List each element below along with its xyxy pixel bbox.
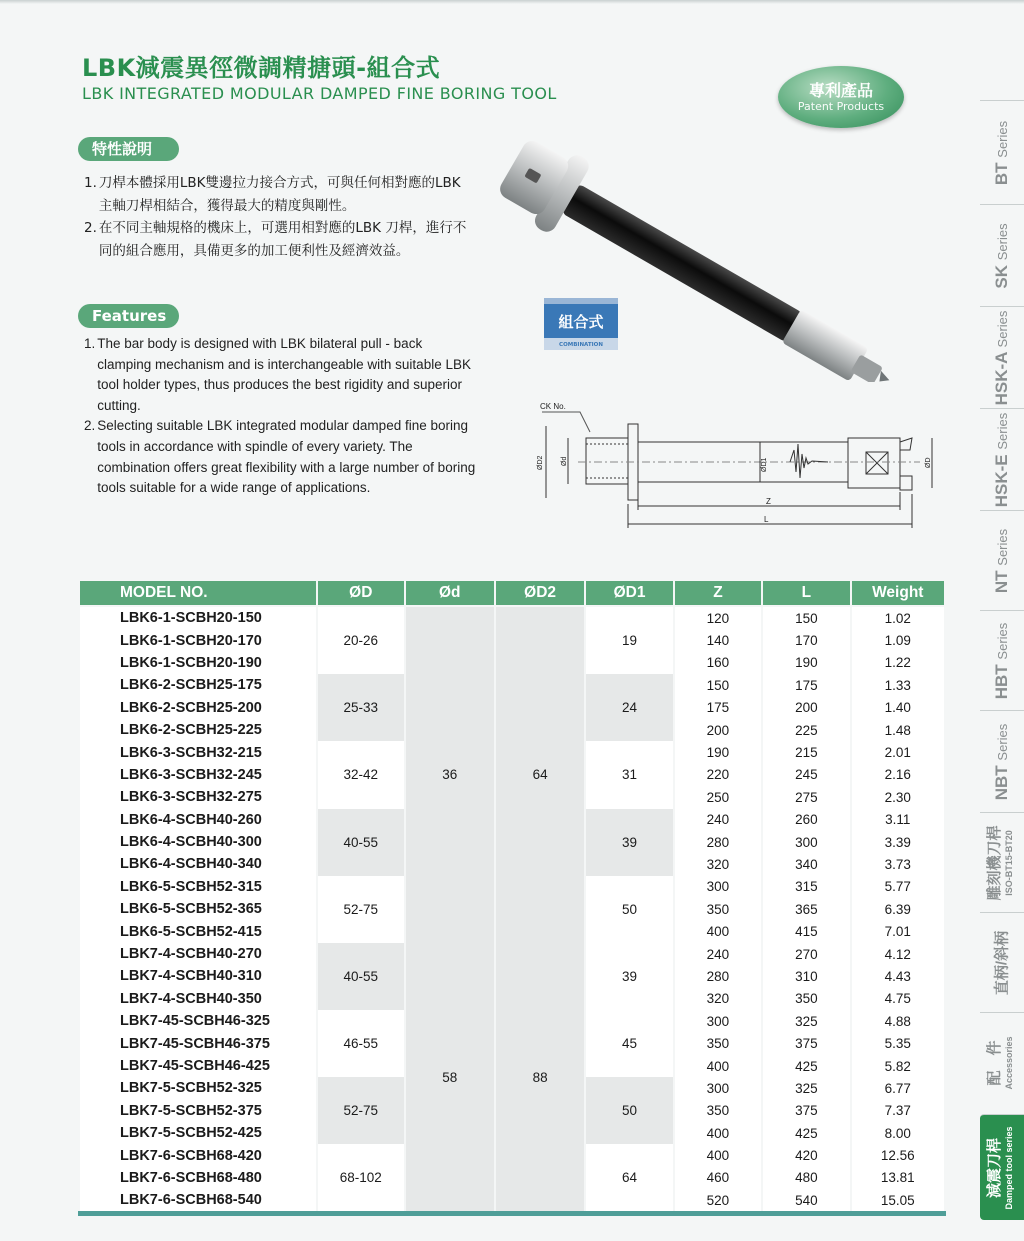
l-cell: 275 (763, 786, 849, 808)
weight-cell: 1.22 (852, 652, 944, 674)
z-cell: 460 (675, 1167, 761, 1189)
tab-label: 雕刻機刀桿 ISO-BT15-BT20 (986, 824, 1014, 901)
item-text: 在不同主軸規格的機床上，可選用相對應的LBK 刀桿，進行不同的組合應用，具備更多的加工便利性及經濟效益。 (98, 220, 467, 259)
features-zh-item (84, 217, 474, 262)
col-header-model: MODEL NO. (80, 581, 316, 607)
z-cell: 350 (675, 898, 761, 920)
tab-label: 配 件 Accessories (986, 1035, 1014, 1090)
item-text: The bar body is designed with LBK bilateral pull - back clamping mechanism and is interchangeable with suitable LBK tool holder types, thus produces the best rigidity and superior cutting. (97, 336, 471, 413)
l-cell: 225 (763, 719, 849, 741)
model-cell: LBK7-5-SCBH52-375 (80, 1100, 316, 1122)
l-cell: 340 (763, 853, 849, 875)
tab-label: BT Series (992, 120, 1011, 185)
l-cell: 260 (763, 809, 849, 831)
item-number: 1. (84, 336, 96, 351)
table-header-row (80, 581, 944, 607)
drawing-l-label: L (764, 515, 769, 524)
D1-cell: 50 (586, 876, 672, 943)
tab-nbt-series[interactable] (980, 710, 1024, 812)
l-cell: 270 (763, 943, 849, 965)
combination-badge (542, 296, 620, 352)
l-cell: 245 (763, 764, 849, 786)
table-row (80, 607, 944, 629)
weight-cell: 5.35 (852, 1032, 944, 1054)
l-cell: 315 (763, 876, 849, 898)
tab-label: HBT Series (992, 622, 1011, 699)
drawing-d-label: Ød (561, 456, 568, 466)
weight-cell: 15.05 (852, 1189, 944, 1211)
weight-cell: 1.33 (852, 674, 944, 696)
l-cell: 150 (763, 607, 849, 629)
tab-hsk-e-series[interactable] (980, 408, 1024, 510)
page-title-en: LBK INTEGRATED MODULAR DAMPED FINE BORING TOOL (82, 84, 557, 103)
col-header-D: ØD (318, 581, 403, 607)
l-cell: 300 (763, 831, 849, 853)
weight-cell: 3.73 (852, 853, 944, 875)
l-cell: 375 (763, 1032, 849, 1054)
z-cell: 280 (675, 831, 761, 853)
D-cell: 52-75 (318, 876, 403, 943)
model-cell: LBK7-4-SCBH40-350 (80, 988, 316, 1010)
drawing-z-label: Z (766, 497, 771, 506)
model-cell: LBK6-4-SCBH40-260 (80, 809, 316, 831)
item-text: Selecting suitable LBK integrated modular damped fine boring tools in accordance with spindle of every variety. The combination offers great flexibility with a large number of boring tools suitable for a wide range of applications. (97, 418, 476, 496)
z-cell: 320 (675, 988, 761, 1010)
weight-cell: 8.00 (852, 1122, 944, 1144)
l-cell: 170 (763, 629, 849, 651)
features-en-list (84, 334, 476, 499)
drawing-d2-label: ØD2 (537, 455, 544, 470)
z-cell: 120 (675, 607, 761, 629)
tab-label: 直柄/斜柄 (993, 930, 1011, 995)
D1-cell: 19 (586, 607, 672, 674)
spec-table (78, 581, 946, 1212)
weight-cell: 4.75 (852, 988, 944, 1010)
drawing-ck-label: CK No. (540, 402, 566, 411)
features-en-item (84, 416, 476, 498)
tab-engraving-holders[interactable] (980, 812, 1024, 912)
model-cell: LBK6-5-SCBH52-365 (80, 898, 316, 920)
model-cell: LBK7-5-SCBH52-425 (80, 1122, 316, 1144)
z-cell: 140 (675, 629, 761, 651)
patent-badge-en: Patent Products (797, 100, 885, 113)
weight-cell: 6.39 (852, 898, 944, 920)
col-header-d: Ød (406, 581, 494, 607)
series-side-nav (980, 100, 1024, 1220)
l-cell: 425 (763, 1055, 849, 1077)
col-header-weight: Weight (852, 581, 944, 607)
l-cell: 480 (763, 1167, 849, 1189)
tab-label: NBT Series (992, 723, 1011, 800)
item-number: 2. (84, 220, 97, 236)
bottom-bar (78, 1211, 946, 1216)
tab-label: HSK-E Series (992, 412, 1011, 507)
model-cell: LBK6-3-SCBH32-215 (80, 741, 316, 763)
weight-cell: 7.01 (852, 920, 944, 942)
l-cell: 200 (763, 697, 849, 719)
d-cell: 36 (406, 607, 494, 943)
l-cell: 190 (763, 652, 849, 674)
z-cell: 400 (675, 1144, 761, 1166)
model-cell: LBK7-4-SCBH40-310 (80, 965, 316, 987)
model-cell: LBK6-3-SCBH32-245 (80, 764, 316, 786)
z-cell: 300 (675, 1077, 761, 1099)
combination-badge-zh: 組合式 (558, 313, 604, 331)
z-cell: 250 (675, 786, 761, 808)
tab-hbt-series[interactable] (980, 610, 1024, 710)
weight-cell: 4.43 (852, 965, 944, 987)
l-cell: 420 (763, 1144, 849, 1166)
tab-label: NT Series (992, 528, 1011, 593)
model-cell: LBK7-45-SCBH46-425 (80, 1055, 316, 1077)
weight-cell: 1.02 (852, 607, 944, 629)
z-cell: 240 (675, 943, 761, 965)
weight-cell: 6.77 (852, 1077, 944, 1099)
D1-cell: 50 (586, 1077, 672, 1144)
tab-straight-taper-shank[interactable] (980, 912, 1024, 1012)
model-cell: LBK6-1-SCBH20-170 (80, 629, 316, 651)
D-cell: 40-55 (318, 943, 403, 1010)
patent-badge-zh: 專利產品 (808, 81, 873, 100)
model-cell: LBK7-6-SCBH68-540 (80, 1189, 316, 1211)
model-cell: LBK6-2-SCBH25-175 (80, 674, 316, 696)
weight-cell: 2.30 (852, 786, 944, 808)
D1-cell: 39 (586, 809, 672, 876)
col-header-D2: ØD2 (496, 581, 584, 607)
z-cell: 400 (675, 1055, 761, 1077)
z-cell: 190 (675, 741, 761, 763)
features-en-item (84, 334, 476, 416)
l-cell: 310 (763, 965, 849, 987)
l-cell: 365 (763, 898, 849, 920)
l-cell: 425 (763, 1122, 849, 1144)
z-cell: 400 (675, 920, 761, 942)
table-row (80, 943, 944, 965)
drawing-d1-label: ØD1 (761, 457, 768, 472)
col-header-l: L (763, 581, 849, 607)
model-cell: LBK6-3-SCBH32-275 (80, 786, 316, 808)
tab-damped-tool-series[interactable] (980, 1114, 1024, 1220)
D1-cell: 24 (586, 674, 672, 741)
D-cell: 40-55 (318, 809, 403, 876)
weight-cell: 2.16 (852, 764, 944, 786)
l-cell: 375 (763, 1100, 849, 1122)
l-cell: 215 (763, 741, 849, 763)
tab-label: 減震刀桿 Damped tool series (986, 1125, 1014, 1210)
weight-cell: 4.12 (852, 943, 944, 965)
model-cell: LBK6-5-SCBH52-315 (80, 876, 316, 898)
features-zh-item (84, 172, 474, 217)
D-cell: 46-55 (318, 1010, 403, 1077)
D-cell: 68-102 (318, 1144, 403, 1211)
weight-cell: 3.11 (852, 809, 944, 831)
D2-cell: 88 (496, 943, 584, 1212)
model-cell: LBK6-5-SCBH52-415 (80, 920, 316, 942)
d-cell: 58 (406, 943, 494, 1212)
z-cell: 220 (675, 764, 761, 786)
z-cell: 400 (675, 1122, 761, 1144)
drawing-D-label: ØD (925, 457, 932, 468)
model-cell: LBK6-4-SCBH40-300 (80, 831, 316, 853)
l-cell: 350 (763, 988, 849, 1010)
model-cell: LBK6-2-SCBH25-200 (80, 697, 316, 719)
patent-products-badge (778, 66, 904, 128)
model-cell: LBK7-5-SCBH52-325 (80, 1077, 316, 1099)
tab-accessories[interactable] (980, 1012, 1024, 1112)
D1-cell: 64 (586, 1144, 672, 1211)
item-text: 刀桿本體採用LBK雙邊拉力接合方式，可與任何相對應的LBK主軸刀桿相結合，獲得最大的精度與剛性。 (98, 175, 461, 214)
tab-label: HSK-A Series (992, 310, 1011, 405)
D-cell: 25-33 (318, 674, 403, 741)
z-cell: 300 (675, 876, 761, 898)
item-number: 2. (84, 418, 96, 434)
D1-cell: 31 (586, 741, 672, 808)
l-cell: 415 (763, 920, 849, 942)
z-cell: 200 (675, 719, 761, 741)
z-cell: 280 (675, 965, 761, 987)
weight-cell: 5.82 (852, 1055, 944, 1077)
weight-cell: 2.01 (852, 741, 944, 763)
z-cell: 175 (675, 697, 761, 719)
weight-cell: 1.40 (852, 697, 944, 719)
model-cell: LBK7-6-SCBH68-480 (80, 1167, 316, 1189)
z-cell: 150 (675, 674, 761, 696)
features-zh-list (84, 172, 474, 262)
item-number: 1. (84, 175, 97, 191)
weight-cell: 1.48 (852, 719, 944, 741)
weight-cell: 4.88 (852, 1010, 944, 1032)
l-cell: 325 (763, 1010, 849, 1032)
features-zh-heading: 特性說明 (78, 137, 179, 161)
weight-cell: 13.81 (852, 1167, 944, 1189)
model-cell: LBK6-1-SCBH20-150 (80, 607, 316, 629)
D2-cell: 64 (496, 607, 584, 943)
weight-cell: 12.56 (852, 1144, 944, 1166)
model-cell: LBK7-45-SCBH46-325 (80, 1010, 316, 1032)
weight-cell: 5.77 (852, 876, 944, 898)
l-cell: 325 (763, 1077, 849, 1099)
model-cell: LBK7-4-SCBH40-270 (80, 943, 316, 965)
weight-cell: 1.09 (852, 629, 944, 651)
tab-nt-series[interactable] (980, 510, 1024, 610)
l-cell: 175 (763, 674, 849, 696)
D1-cell: 39 (586, 943, 672, 1010)
col-header-D1: ØD1 (586, 581, 672, 607)
z-cell: 320 (675, 853, 761, 875)
model-cell: LBK7-6-SCBH68-420 (80, 1144, 316, 1166)
l-cell: 540 (763, 1189, 849, 1211)
tab-sk-series[interactable] (980, 204, 1024, 306)
technical-drawing (528, 398, 948, 536)
model-cell: LBK6-1-SCBH20-190 (80, 652, 316, 674)
z-cell: 240 (675, 809, 761, 831)
model-cell: LBK6-4-SCBH40-340 (80, 853, 316, 875)
page-title-zh: LBK減震異徑微調精搪頭-組合式 (82, 54, 441, 82)
top-rule (0, 0, 1024, 4)
combination-badge-en: COMBINATION (559, 342, 603, 348)
z-cell: 300 (675, 1010, 761, 1032)
tab-hsk-a-series[interactable] (980, 306, 1024, 408)
D-cell: 32-42 (318, 741, 403, 808)
D-cell: 52-75 (318, 1077, 403, 1144)
z-cell: 160 (675, 652, 761, 674)
model-cell: LBK7-45-SCBH46-375 (80, 1032, 316, 1054)
z-cell: 520 (675, 1189, 761, 1211)
features-en-heading: Features (78, 304, 179, 328)
weight-cell: 7.37 (852, 1100, 944, 1122)
tab-bt-series[interactable] (980, 100, 1024, 204)
z-cell: 350 (675, 1100, 761, 1122)
model-cell: LBK6-2-SCBH25-225 (80, 719, 316, 741)
D-cell: 20-26 (318, 607, 403, 674)
D1-cell: 45 (586, 1010, 672, 1077)
tab-label: SK Series (992, 222, 1011, 289)
weight-cell: 3.39 (852, 831, 944, 853)
col-header-z: Z (675, 581, 761, 607)
z-cell: 350 (675, 1032, 761, 1054)
